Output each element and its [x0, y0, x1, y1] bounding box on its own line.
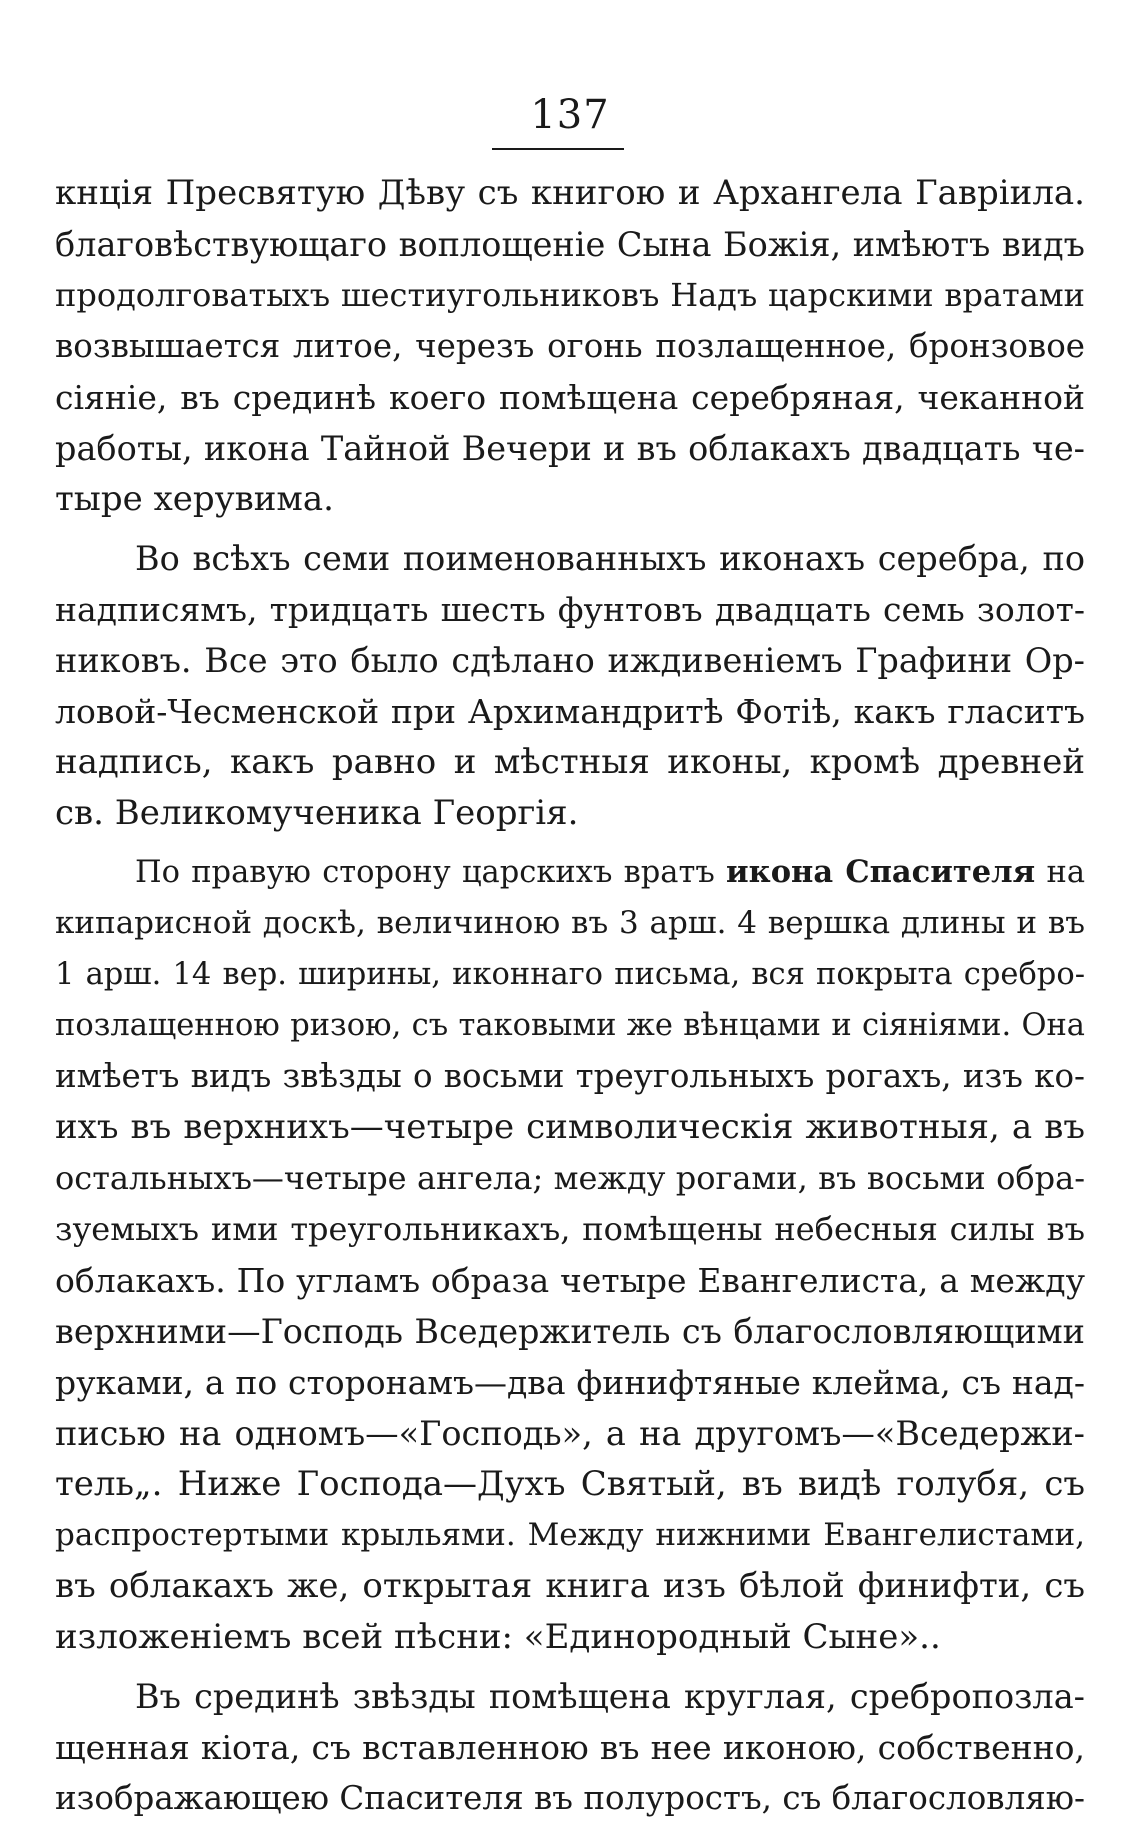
text-segment: 1 арш. 14 вер. ширины, иконнаго письма, вся покрыта сребро-	[55, 957, 1085, 992]
text-line	[55, 474, 1085, 525]
text-segment: св. Великомученика Георгія.	[55, 793, 579, 833]
text-segment: на	[1035, 855, 1085, 890]
text-segment: позлащенною ризою, съ таковыми же вѣнцами и сіяніями. Она	[55, 1008, 1085, 1043]
text-segment: щенная кіота, съ вставленною въ нее иконою, собственно,	[55, 1728, 1085, 1767]
text-line	[55, 1357, 1085, 1408]
text-segment: продолговатыхъ шестиугольниковъ Надъ царскими вратами	[55, 276, 1085, 314]
text-segment: ихъ въ верхнихъ—четыре символическія животныя, а въ	[55, 1107, 1085, 1147]
text-line	[55, 1306, 1085, 1357]
page-header	[0, 92, 1140, 138]
text-segment: По правую сторону царскихъ вратъ	[135, 855, 727, 890]
text-segment: ловой-Чесменской при Архимандритѣ Фотіѣ, какъ гласитъ	[55, 692, 1085, 731]
text-segment: Въ срединѣ звѣзды помѣщена круглая, сребропозла-	[135, 1677, 1085, 1716]
text-segment: верхними—Господь Вседержитель съ благословляющими	[55, 1312, 1085, 1351]
text-line	[55, 949, 1085, 1000]
text-line	[55, 1459, 1085, 1510]
text-line	[55, 168, 1085, 219]
text-line	[55, 1204, 1085, 1255]
text-line	[55, 635, 1085, 686]
text-segment: руками, а по сторонамъ—два финифтяные клейма, съ над-	[55, 1363, 1085, 1402]
page-number: 137	[530, 92, 610, 138]
text-line	[55, 737, 1085, 788]
text-segment: тыре херувима.	[55, 479, 334, 519]
text-segment: никовъ. Все это было сдѣлано иждивеніемъ Графини Ор-	[55, 641, 1085, 680]
header-rule	[492, 148, 624, 150]
text-segment: надписямъ, тридцать шесть фунтовъ двадцать семь золот-	[55, 590, 1085, 629]
text-segment: изображающею Спасителя въ полуростъ, съ благословляю-	[55, 1779, 1085, 1817]
text-segment: писью на одномъ—«Господь», а на другомъ—«Вседержи-	[55, 1414, 1085, 1453]
body-text	[55, 168, 1085, 1824]
text-segment: сіяніе, въ срединѣ коего помѣщена серебряная, чеканной	[55, 378, 1085, 417]
text-line	[55, 270, 1085, 321]
text-segment: работы, икона Тайной Вечери и въ облакахъ двадцать че-	[55, 429, 1085, 468]
text-line	[55, 1773, 1085, 1824]
text-line	[55, 1051, 1085, 1102]
text-segment: Во всѣхъ семи поименованныхъ иконахъ серебра, по	[135, 539, 1085, 578]
text-segment: остальныхъ—четыре ангела; между рогами, въ восьми обра-	[55, 1159, 1085, 1197]
text-segment: возвышается литое, черезъ огонь позлащенное, бронзовое	[55, 327, 1085, 365]
text-line	[55, 686, 1085, 737]
text-segment: кнцiя Пресвятую Дѣву съ книгою и Архангела Гавріила.	[55, 173, 1085, 213]
text-segment: въ облакахъ же, открытая книга изъ бѣлой финифти, съ	[55, 1566, 1085, 1606]
text-line	[55, 1671, 1085, 1722]
text-line	[55, 1561, 1085, 1612]
text-segment: надпись, какъ равно и мѣстныя иконы, кромѣ древней	[55, 742, 1085, 782]
text-line	[55, 321, 1085, 372]
text-segment: тель„. Ниже Господа—Духъ Святый, въ видѣ голубя, съ	[55, 1464, 1085, 1504]
text-line	[55, 1255, 1085, 1306]
text-line	[55, 533, 1085, 584]
text-segment: благовѣствующаго воплощеніе Сына Божія, имѣютъ видъ	[55, 225, 1085, 264]
text-line	[55, 1153, 1085, 1204]
text-line	[55, 788, 1085, 839]
text-line	[55, 1612, 1085, 1663]
text-line	[55, 423, 1085, 474]
text-line	[55, 372, 1085, 423]
text-segment: облакахъ. По угламъ образа четыре Евангелиста, а между	[55, 1261, 1085, 1300]
text-line	[55, 1722, 1085, 1773]
text-line	[55, 1000, 1085, 1051]
text-line	[55, 847, 1085, 898]
text-line	[55, 1510, 1085, 1561]
text-segment: зуемыхъ ими треугольникахъ, помѣщены небесныя силы въ	[55, 1210, 1085, 1248]
text-segment: кипарисной доскѣ, величиною въ 3 арш. 4 вершка длины и въ	[55, 905, 1085, 941]
text-segment: распростертыми крыльями. Между нижними Евангелистами,	[55, 1517, 1085, 1553]
text-line	[55, 1102, 1085, 1153]
text-line	[55, 1408, 1085, 1459]
bold-text-segment: икона Спасителя	[726, 854, 1036, 890]
text-line	[55, 898, 1085, 949]
text-line	[55, 584, 1085, 635]
text-segment: имѣетъ видъ звѣзды о восьми треугольныхъ рогахъ, изъ ко-	[55, 1057, 1085, 1095]
text-line	[55, 219, 1085, 270]
text-segment: изложеніемъ всей пѣсни: «Единородный Сыне»..	[55, 1617, 941, 1657]
